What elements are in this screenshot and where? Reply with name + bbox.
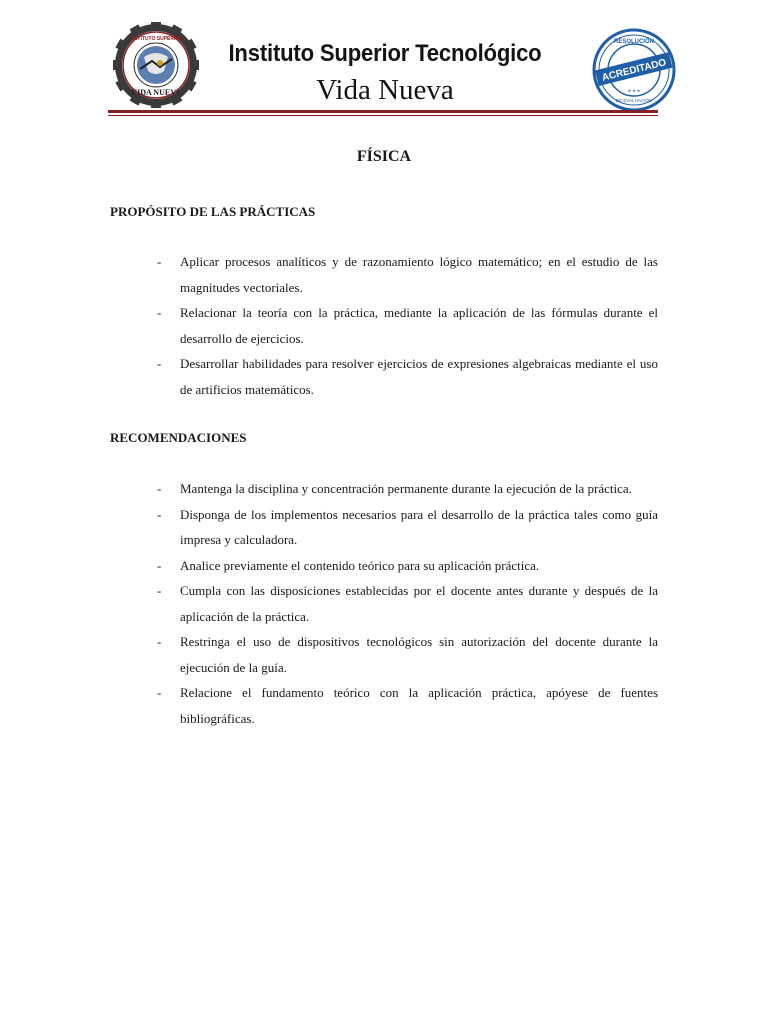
list-item: - Cumpla con las disposiciones establecidas por el docente antes durante y después de la aplicación de la práctica.	[157, 583, 658, 624]
purpose-list	[110, 249, 658, 402]
list-item: - Relacione el fundamento teórico con la aplicación práctica, apóyese de fuentes bibliográficas.	[157, 685, 658, 726]
institution-name: Vida Nueva	[316, 74, 454, 106]
accreditation-seal	[592, 28, 676, 112]
list-item: - Restringa el uso de dispositivos tecnológicos sin autorización del docente durante la ejecución de la guía.	[157, 634, 658, 675]
list-item: - Analice previamente el contenido teórico para su aplicación práctica.	[157, 557, 540, 573]
institution-title: Instituto Superior Tecnológico	[228, 40, 542, 67]
list-item: - Relacionar la teoría con la práctica, mediante la aplicación de las fórmulas durante el desarrollo de ejercicios.	[157, 305, 658, 346]
recommendations-list	[110, 476, 658, 731]
page-header	[0, 0, 768, 120]
section-heading-purpose: PROPÓSITO DE LAS PRÁCTICAS	[110, 204, 316, 219]
list-item: - Desarrollar habilidades para resolver ejercicios de expresiones algebraicas mediante el uso de artificios matemáticos.	[157, 356, 658, 397]
svg-text:ACREDITADO: ACREDITADO	[600, 57, 668, 84]
svg-text:DE EVALUACIÓN: DE EVALUACIÓN	[615, 98, 653, 103]
institute-logo	[113, 22, 199, 108]
section-heading-recommendations: RECOMENDACIONES	[110, 430, 247, 445]
header-rule-thin	[108, 115, 658, 116]
header-rule-thick	[108, 110, 658, 113]
svg-text:VIDA NUEVA: VIDA NUEVA	[131, 88, 181, 97]
list-item: - Aplicar procesos analíticos y de razonamiento lógico matemático; en el estudio de las magnitudes vectoriales.	[157, 254, 658, 295]
svg-text:INSTITUTO SUPERIOR: INSTITUTO SUPERIOR	[129, 36, 183, 42]
list-item: - Mantenga la disciplina y concentración permanente durante la ejecución de la práctica.	[157, 481, 632, 496]
svg-text:RESOLUCIÓN: RESOLUCIÓN	[613, 39, 655, 45]
list-item: - Disponga de los implementos necesarios para el desarrollo de la práctica tales como guía impresa y calculadora.	[157, 506, 658, 547]
svg-text:★ ★ ★: ★ ★ ★	[627, 88, 641, 93]
document-title: FÍSICA	[356, 148, 412, 165]
